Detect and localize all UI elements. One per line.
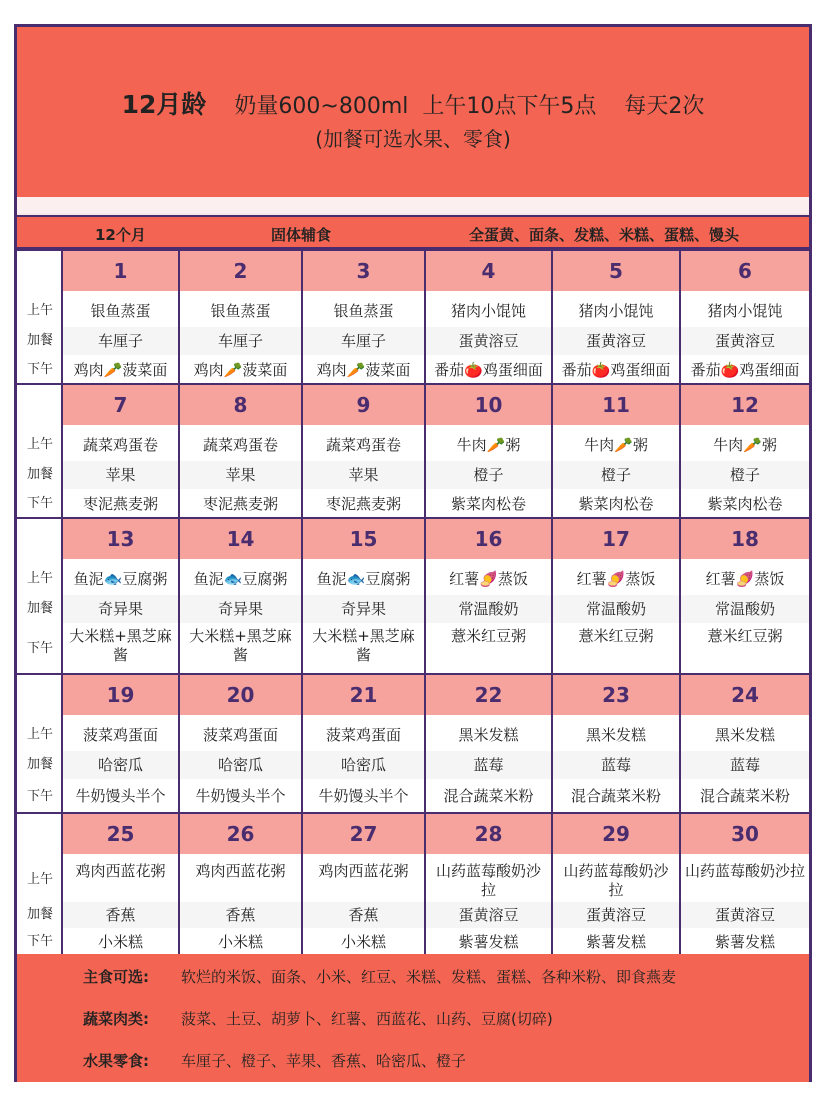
meal-snack: 苹果: [180, 461, 301, 489]
meal-am: 鱼泥🐟豆腐粥: [193, 569, 288, 588]
meal-pm: 小米糕: [340, 932, 386, 951]
day-cell: [681, 675, 809, 812]
day-cell: [180, 251, 303, 383]
meal-snack: 车厘子: [180, 327, 301, 355]
meal-snack: 蛋黄溶豆: [426, 902, 551, 928]
day-number: 25: [63, 814, 178, 854]
row-label: 上午: [26, 872, 53, 887]
meal-am: 牛肉🥕粥: [713, 435, 777, 454]
meal-pm: 混合蔬菜米粉: [570, 787, 661, 805]
day-cell: [681, 385, 809, 517]
meal-snack: 橙子: [681, 461, 809, 489]
meal-snack: 蓝莓: [553, 751, 679, 779]
day-cell: [303, 814, 426, 954]
day-cell: [426, 519, 553, 673]
meal-snack: 苹果: [303, 461, 424, 489]
day-cell: [180, 814, 303, 954]
day-cell: [180, 519, 303, 673]
day-number: 7: [63, 385, 178, 425]
meal-am: 菠菜鸡蛋面: [325, 725, 401, 744]
day-number: 14: [180, 519, 301, 559]
meal-pm: 牛奶馒头半个: [195, 787, 286, 805]
meal-pm: 大米糕+黑芝麻酱: [189, 627, 292, 664]
day-number: 24: [681, 675, 809, 715]
week-row: [17, 519, 809, 675]
footer-row: [83, 966, 676, 987]
footer-row: [83, 1050, 466, 1071]
day-number: 11: [553, 385, 679, 425]
meal-am: 红薯🍠蒸饭: [705, 569, 785, 588]
meal-pm: 牛奶馒头半个: [318, 787, 409, 805]
meal-am: 红薯🍠蒸饭: [576, 569, 656, 588]
feeding-count: 每天2次: [624, 94, 705, 119]
meal-am: 猪肉小馄饨: [450, 301, 526, 320]
row-label: 下午: [26, 362, 53, 377]
row-label: 下午: [26, 934, 53, 949]
day-cell: [63, 251, 180, 383]
day-cell: [553, 675, 681, 812]
day-number: 29: [553, 814, 679, 854]
day-cell: [426, 385, 553, 517]
meal-pm: 牛奶馒头半个: [75, 787, 166, 805]
day-cell: [426, 251, 553, 383]
row-label: 上午: [26, 571, 53, 586]
meal-snack: 常温酸奶: [553, 595, 679, 623]
meal-snack: 蛋黄溶豆: [681, 327, 809, 355]
header-gap: [17, 197, 809, 213]
meal-pm: 鸡肉🥕菠菜面: [73, 360, 168, 379]
meal-snack: 车厘子: [63, 327, 178, 355]
plan-header: [17, 27, 809, 197]
meal-pm: 鸡肉🥕菠菜面: [193, 360, 288, 379]
row-label: 加餐: [26, 333, 53, 348]
meal-am: 猪肉小馄饨: [578, 301, 654, 320]
row-label: 加餐: [26, 467, 53, 482]
meal-pm: 大米糕+黑芝麻酱: [69, 627, 172, 664]
day-number: 10: [426, 385, 551, 425]
day-cell: [553, 519, 681, 673]
day-cell: [426, 675, 553, 812]
meal-am: 山药蓝莓酸奶沙拉: [563, 862, 669, 899]
day-cell: [553, 251, 681, 383]
day-cell: [63, 675, 180, 812]
footer-label: 蔬菜肉类:: [83, 1010, 149, 1028]
meal-pm: 番茄🍅鸡蛋细面: [690, 360, 800, 379]
meal-pm: 小米糕: [217, 932, 263, 951]
day-number: 2: [180, 251, 301, 291]
meal-snack: 蛋黄溶豆: [426, 327, 551, 355]
day-number: 9: [303, 385, 424, 425]
meal-snack: 香蕉: [180, 902, 301, 928]
day-number: 22: [426, 675, 551, 715]
day-cell: [303, 519, 426, 673]
meal-snack: 蓝莓: [426, 751, 551, 779]
meal-am: 黑米发糕: [458, 725, 519, 744]
meal-pm: 紫菜肉松卷: [578, 494, 654, 513]
meal-am: 鸡肉西蓝花粥: [318, 862, 409, 880]
meal-am: 鱼泥🐟豆腐粥: [316, 569, 411, 588]
meal-am: 蔬菜鸡蛋卷: [202, 435, 278, 454]
day-cell: [63, 385, 180, 517]
week-row: [17, 251, 809, 385]
meal-pm: 紫菜肉松卷: [707, 494, 783, 513]
food-options-footer: [17, 954, 809, 1082]
header-line: [17, 85, 809, 121]
meal-grid: [17, 249, 809, 954]
day-number: 13: [63, 519, 178, 559]
meal-pm: 紫薯发糕: [714, 932, 775, 951]
meal-snack: 香蕉: [63, 902, 178, 928]
footer-text: 软烂的米饭、面条、小米、红豆、米糕、发糕、蛋糕、各种米粉、即食燕麦: [181, 968, 677, 986]
meal-am: 黑米发糕: [714, 725, 775, 744]
day-number: 8: [180, 385, 301, 425]
row-label-column: [17, 251, 63, 383]
meal-am: 蔬菜鸡蛋卷: [325, 435, 401, 454]
row-label: 加餐: [26, 601, 53, 616]
day-cell: [681, 251, 809, 383]
meal-snack: 橙子: [426, 461, 551, 489]
meal-snack: 奇异果: [180, 595, 301, 623]
row-label-column: [17, 814, 63, 954]
subheader-bar: [17, 215, 809, 249]
day-number: 3: [303, 251, 424, 291]
meal-am: 菠菜鸡蛋面: [202, 725, 278, 744]
meal-am: 牛肉🥕粥: [584, 435, 648, 454]
meal-snack: 哈密瓜: [303, 751, 424, 779]
day-number: 30: [681, 814, 809, 854]
day-number: 19: [63, 675, 178, 715]
meal-snack: 奇异果: [63, 595, 178, 623]
row-label: 上午: [26, 727, 53, 742]
footer-text: 菠菜、土豆、胡萝卜、红薯、西蓝花、山药、豆腐(切碎): [181, 1010, 553, 1028]
meal-am: 蔬菜鸡蛋卷: [82, 435, 158, 454]
day-number: 18: [681, 519, 809, 559]
row-label: 下午: [26, 789, 53, 804]
header-note: (加餐可选水果、零食): [315, 127, 511, 151]
meal-am: 山药蓝莓酸奶沙拉: [685, 862, 806, 880]
meal-pm: 紫薯发糕: [458, 932, 519, 951]
row-label: 上午: [26, 437, 53, 452]
row-label: 下午: [26, 496, 53, 511]
meal-pm: 薏米红豆粥: [450, 627, 526, 645]
meal-pm: 鸡肉🥕菠菜面: [316, 360, 411, 379]
meal-snack: 橙子: [553, 461, 679, 489]
day-cell: [681, 519, 809, 673]
meal-snack: 苹果: [63, 461, 178, 489]
meal-am: 银鱼蒸蛋: [210, 301, 271, 320]
meal-pm: 番茄🍅鸡蛋细面: [561, 360, 671, 379]
meal-pm: 混合蔬菜米粉: [443, 787, 534, 805]
meal-snack: 车厘子: [303, 327, 424, 355]
meal-am: 红薯🍠蒸饭: [449, 569, 528, 588]
meal-am: 鸡肉西蓝花粥: [195, 862, 286, 880]
meal-am: 猪肉小馄饨: [707, 301, 783, 320]
day-number: 4: [426, 251, 551, 291]
meal-snack: 常温酸奶: [681, 595, 809, 623]
meal-pm: 大米糕+黑芝麻酱: [312, 627, 415, 664]
day-cell: [63, 519, 180, 673]
meal-am: 菠菜鸡蛋面: [82, 725, 158, 744]
day-number: 21: [303, 675, 424, 715]
meal-snack: 哈密瓜: [63, 751, 178, 779]
day-number: 15: [303, 519, 424, 559]
week-row: [17, 675, 809, 814]
week-row: [17, 385, 809, 519]
day-cell: [553, 814, 681, 954]
meal-am: 牛肉🥕粥: [456, 435, 521, 454]
day-number: 5: [553, 251, 679, 291]
day-cell: [426, 814, 553, 954]
meal-snack: 奇异果: [303, 595, 424, 623]
meal-pm: 枣泥燕麦粥: [202, 494, 278, 513]
day-number: 23: [553, 675, 679, 715]
meal-am: 鱼泥🐟豆腐粥: [73, 569, 168, 588]
day-number: 1: [63, 251, 178, 291]
meal-pm: 小米糕: [97, 932, 143, 951]
meal-am: 黑米发糕: [585, 725, 646, 744]
day-cell: [553, 385, 681, 517]
row-label-column: [17, 385, 63, 517]
row-label: 加餐: [26, 757, 53, 772]
row-label: 上午: [26, 303, 53, 318]
meal-snack: 哈密瓜: [180, 751, 301, 779]
meal-snack: 香蕉: [303, 902, 424, 928]
meal-am: 鸡肉西蓝花粥: [75, 862, 166, 880]
milk-amount: 奶量600~800ml: [234, 94, 409, 119]
meal-snack: 常温酸奶: [426, 595, 551, 623]
meal-snack: 蛋黄溶豆: [681, 902, 809, 928]
day-cell: [303, 675, 426, 812]
footer-text: 车厘子、橙子、苹果、香蕉、哈密瓜、橙子: [181, 1052, 467, 1070]
meal-pm: 枣泥燕麦粥: [82, 494, 158, 513]
meal-am: 银鱼蒸蛋: [90, 301, 151, 320]
day-cell: [303, 385, 426, 517]
meal-pm: 混合蔬菜米粉: [699, 787, 790, 805]
day-number: 28: [426, 814, 551, 854]
footer-label: 主食可选:: [83, 968, 149, 986]
subheader-month: 12个月: [95, 226, 146, 244]
day-number: 16: [426, 519, 551, 559]
day-number: 26: [180, 814, 301, 854]
week-row: [17, 814, 809, 956]
day-number: 6: [681, 251, 809, 291]
day-cell: [180, 675, 303, 812]
day-number: 27: [303, 814, 424, 854]
day-number: 12: [681, 385, 809, 425]
row-label-column: [17, 519, 63, 673]
day-cell: [180, 385, 303, 517]
meal-snack: 蛋黄溶豆: [553, 327, 679, 355]
meal-pm: 番茄🍅鸡蛋细面: [434, 360, 543, 379]
day-cell: [681, 814, 809, 954]
meal-pm: 紫薯发糕: [585, 932, 646, 951]
subheader-type: 固体辅食: [271, 226, 332, 244]
meal-snack: 蓝莓: [681, 751, 809, 779]
day-number: 17: [553, 519, 679, 559]
meal-pm: 枣泥燕麦粥: [325, 494, 401, 513]
row-label: 加餐: [26, 907, 53, 922]
day-number: 20: [180, 675, 301, 715]
meal-am: 银鱼蒸蛋: [333, 301, 394, 320]
meal-plan-card: [14, 24, 812, 1082]
feeding-times: 上午10点下午5点: [422, 94, 597, 119]
day-cell: [303, 251, 426, 383]
meal-pm: 紫菜肉松卷: [450, 494, 526, 513]
meal-snack: 蛋黄溶豆: [553, 902, 679, 928]
meal-pm: 薏米红豆粥: [578, 627, 654, 645]
meal-pm: 薏米红豆粥: [707, 627, 783, 645]
row-label: 下午: [26, 641, 53, 656]
day-cell: [63, 814, 180, 954]
footer-label: 水果零食:: [83, 1052, 149, 1070]
subheader-foods: 全蛋黄、面条、发糕、米糕、蛋糕、馒头: [469, 226, 740, 244]
row-label-column: [17, 675, 63, 812]
meal-am: 山药蓝莓酸奶沙拉: [435, 862, 541, 899]
footer-row: [83, 1008, 553, 1029]
age-title: 12月龄: [121, 90, 207, 119]
